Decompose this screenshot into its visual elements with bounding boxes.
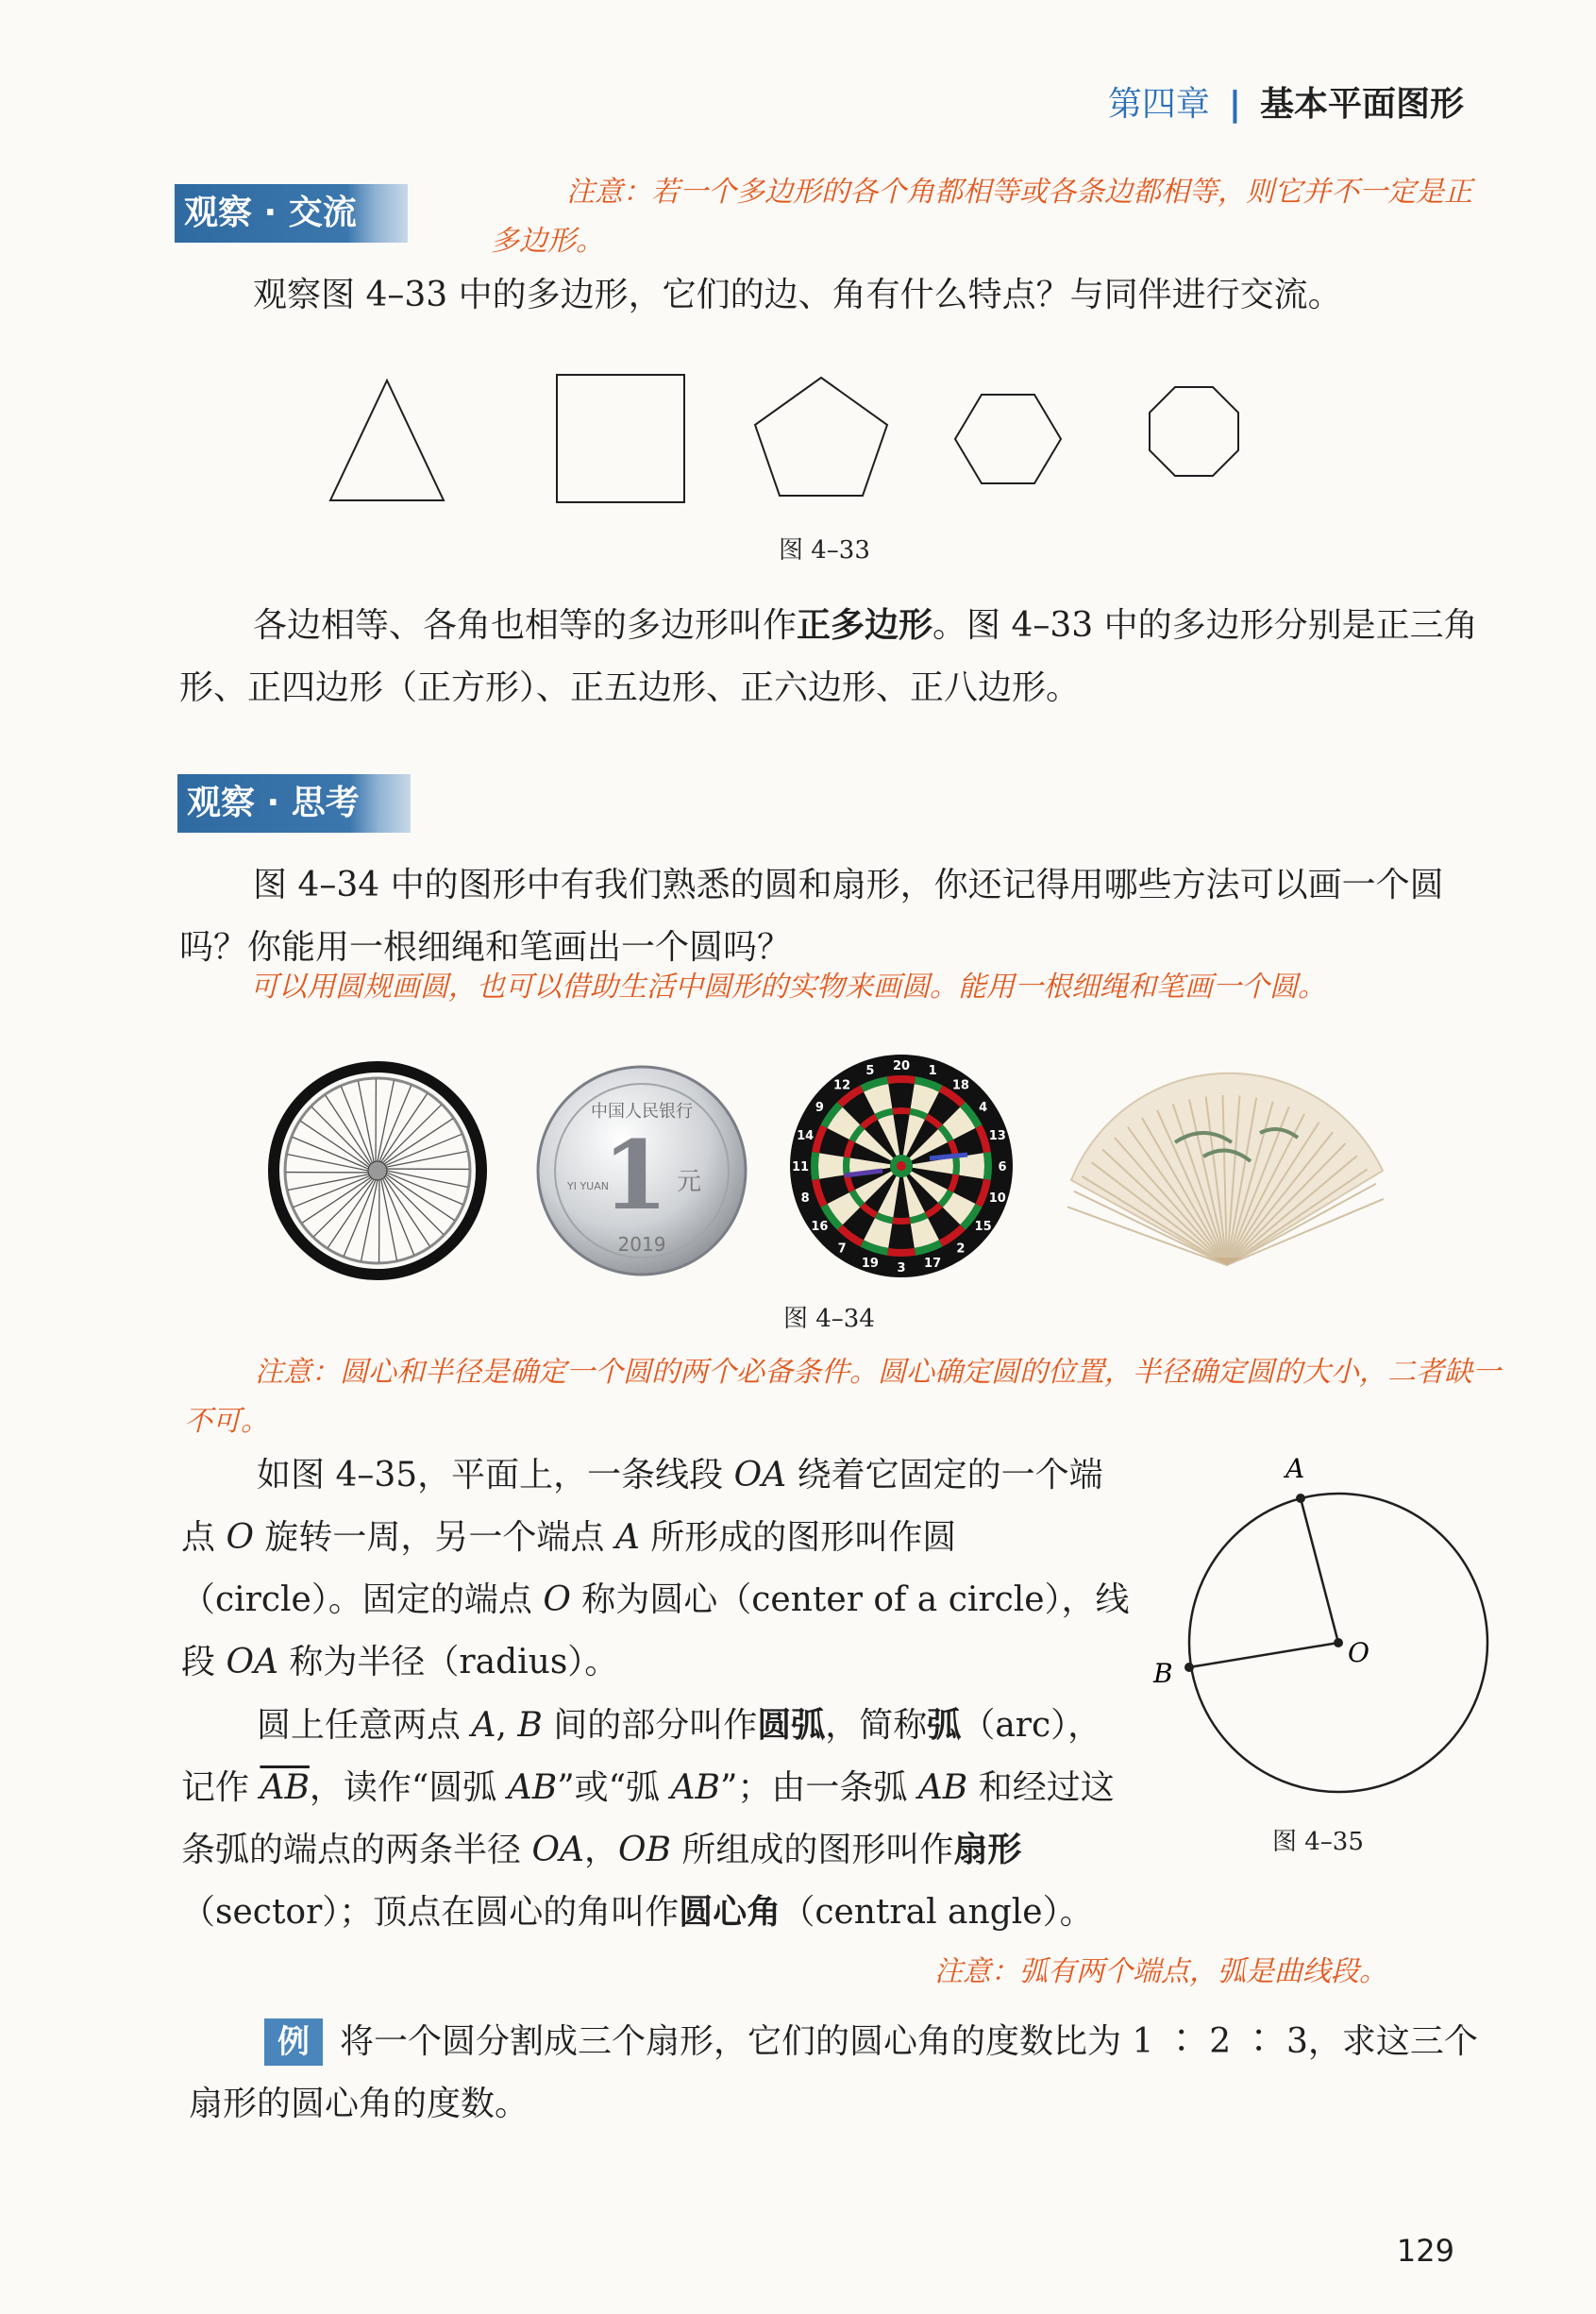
coin-top-text: 中国人民银行 xyxy=(591,1102,693,1122)
dart-number: 16 xyxy=(811,1219,829,1234)
dart-number: 2 xyxy=(956,1241,966,1257)
square-shape xyxy=(557,375,684,502)
point-O xyxy=(1334,1638,1343,1647)
regular-polygon-definition xyxy=(179,595,1501,719)
hexagon-shape xyxy=(955,395,1061,483)
var-O: O xyxy=(226,1518,254,1557)
var-A: A xyxy=(471,1706,496,1745)
var-O: O xyxy=(543,1580,571,1619)
dart-number: 4 xyxy=(979,1101,988,1116)
folding-fan-image xyxy=(1062,1067,1392,1275)
text: 绕着它固定的一个端点 xyxy=(181,1456,1103,1557)
regular-polygons-figure xyxy=(321,363,1321,515)
var-B: B xyxy=(517,1706,543,1745)
dart-number: 17 xyxy=(924,1256,942,1271)
octagon-shape xyxy=(1150,387,1238,476)
dart-number: 19 xyxy=(861,1256,879,1271)
var-AB: AB xyxy=(917,1768,968,1807)
text: 所组成的图形叫作 xyxy=(670,1831,954,1869)
figure-caption-4-33: 图 4–33 xyxy=(779,536,870,565)
arc-notation: $\overline{AB}$ xyxy=(260,1768,310,1807)
dart-number: 13 xyxy=(988,1128,1006,1143)
text: 和经过这条弧的端点的两条半径 xyxy=(181,1768,1115,1869)
text: 间的部分叫作 xyxy=(542,1706,758,1745)
point-A xyxy=(1296,1494,1305,1503)
dart-number: 8 xyxy=(800,1191,810,1207)
definition-text: 各边相等、各角也相等的多边形叫作 xyxy=(253,606,798,645)
handwritten-note-answer: 可以用圆规画圆，也可以借助生活中圆形的实物来画圆。能用一根细绳和笔画一个圆。 xyxy=(250,971,1326,1004)
var-AB: AB xyxy=(670,1768,720,1807)
radius-OB xyxy=(1189,1643,1338,1667)
section-tag-observe-discuss: 观察 · 交流 xyxy=(175,184,408,243)
section-tag-observe-think: 观察 · 思考 xyxy=(177,774,411,833)
label-O: O xyxy=(1348,1637,1369,1668)
var-AB: AB xyxy=(507,1768,558,1807)
text: ，读作“圆弧 xyxy=(309,1768,508,1807)
text: （central angle）。 xyxy=(781,1893,1094,1932)
dart-number: 15 xyxy=(974,1219,992,1234)
arc-sector-definition xyxy=(181,1695,1130,1944)
dart-number: 6 xyxy=(998,1160,1007,1174)
chapter-label: 第四章 xyxy=(1107,85,1210,124)
dart-number: 11 xyxy=(791,1160,810,1174)
example-text: 将一个圆分割成三个扇形，它们的圆心角的度数比为 1 ∶ 2 ∶ 3，求这三个扇形的圆心角的度数。 xyxy=(189,2022,1478,2123)
text: ，简称 xyxy=(825,1706,928,1745)
figure-caption-4-34: 图 4–34 xyxy=(783,1305,875,1333)
var-A: A xyxy=(614,1518,640,1557)
question-polygons: 观察图 4–33 中的多边形，它们的边、角有什么特点？与同伴进行交流。 xyxy=(253,276,1342,314)
bicycle-wheel-image xyxy=(264,1057,491,1284)
term-arc-short: 弧 xyxy=(927,1706,962,1745)
pentagon-shape xyxy=(755,378,887,496)
coin-numeral: 1 xyxy=(602,1120,668,1231)
dart-number: 18 xyxy=(951,1078,969,1093)
header-separator: | xyxy=(1228,85,1241,124)
text: 称为半径（radius）。 xyxy=(277,1643,619,1681)
handwritten-note-center-radius: 注意：圆心和半径是确定一个圆的两个必备条件。圆心确定圆的位置，半径确定圆的大小，二者缺一不可。 xyxy=(184,1356,1501,1438)
label-A: A xyxy=(1285,1453,1305,1484)
coin-unit: 元 xyxy=(676,1168,702,1196)
point-B xyxy=(1184,1663,1194,1672)
dart-number: 3 xyxy=(897,1261,906,1275)
page-number: 129 xyxy=(1396,2233,1454,2269)
circle-figure-4-35 xyxy=(1133,1444,1501,1813)
question-circles: 图 4–34 中的图形中有我们熟悉的圆和扇形，你还记得用哪些方法可以画一个圆吗？你能用一根细绳和笔画出一个圆吗？ xyxy=(179,866,1444,967)
term-sector: 扇形 xyxy=(953,1831,1022,1869)
dart-number: 20 xyxy=(892,1059,911,1073)
var-OA: OA xyxy=(226,1643,278,1681)
text: 如图 4–35，平面上，一条线段 xyxy=(257,1456,734,1495)
dart-number: 5 xyxy=(865,1064,875,1079)
text: ， xyxy=(583,1831,618,1869)
dart-number: 12 xyxy=(833,1078,851,1093)
label-B: B xyxy=(1153,1658,1173,1689)
coin-year: 2019 xyxy=(617,1233,666,1256)
text: 旋转一周，另一个端点 xyxy=(253,1518,615,1557)
circle-definition xyxy=(181,1444,1130,1694)
var-OA: OA xyxy=(733,1456,787,1495)
text: , xyxy=(496,1706,518,1745)
dart-number: 7 xyxy=(837,1241,847,1257)
dart-number: 14 xyxy=(797,1128,815,1143)
text: 称为圆心（center of a circle），线段 xyxy=(181,1580,1130,1681)
page-header xyxy=(1108,77,1464,126)
term-central-angle: 圆心角 xyxy=(679,1893,781,1932)
handwritten-note-arc: 注意：弧有两个端点，弧是曲线段。 xyxy=(934,1955,1387,1988)
coin-pinyin: YI YUAN xyxy=(567,1180,609,1192)
coin-image xyxy=(533,1062,750,1279)
var-OB: OB xyxy=(617,1831,671,1869)
text: （sector）；顶点在圆心的角叫作 xyxy=(181,1893,680,1932)
term-arc: 圆弧 xyxy=(757,1706,826,1745)
dart-number: 9 xyxy=(815,1101,824,1116)
text: 圆上任意两点 xyxy=(257,1706,472,1745)
dart-number: 10 xyxy=(988,1191,1006,1207)
var-OA: OA xyxy=(531,1831,584,1869)
text: （arc），记作 xyxy=(181,1706,1102,1807)
chapter-title: 基本平面图形 xyxy=(1259,85,1464,124)
term-regular-polygon: 正多边形 xyxy=(797,606,933,645)
definition-text-rest: 。图 4–33 中的多边形分别是正三角形、正四边形（正方形）、正五边形、正六边形、正八边形。 xyxy=(179,606,1478,707)
text: 所形成的图形叫作圆（circle）。固定的端点 xyxy=(181,1518,957,1619)
radius-OA xyxy=(1301,1498,1338,1643)
handwritten-note-polygon: 注意：若一个多边形的各个角都相等或各条边都相等，则它并不一定是正多边形。 xyxy=(491,176,1472,258)
example-problem xyxy=(189,2011,1501,2136)
dartboard-image xyxy=(788,1053,1015,1279)
text: ”或“弧 xyxy=(557,1768,671,1807)
example-label: 例 xyxy=(264,2018,323,2066)
figure-caption-4-35: 图 4–35 xyxy=(1272,1828,1364,1856)
text: ”；由一条弧 xyxy=(719,1768,918,1807)
triangle-shape xyxy=(330,380,444,500)
dart-number: 1 xyxy=(928,1064,937,1079)
